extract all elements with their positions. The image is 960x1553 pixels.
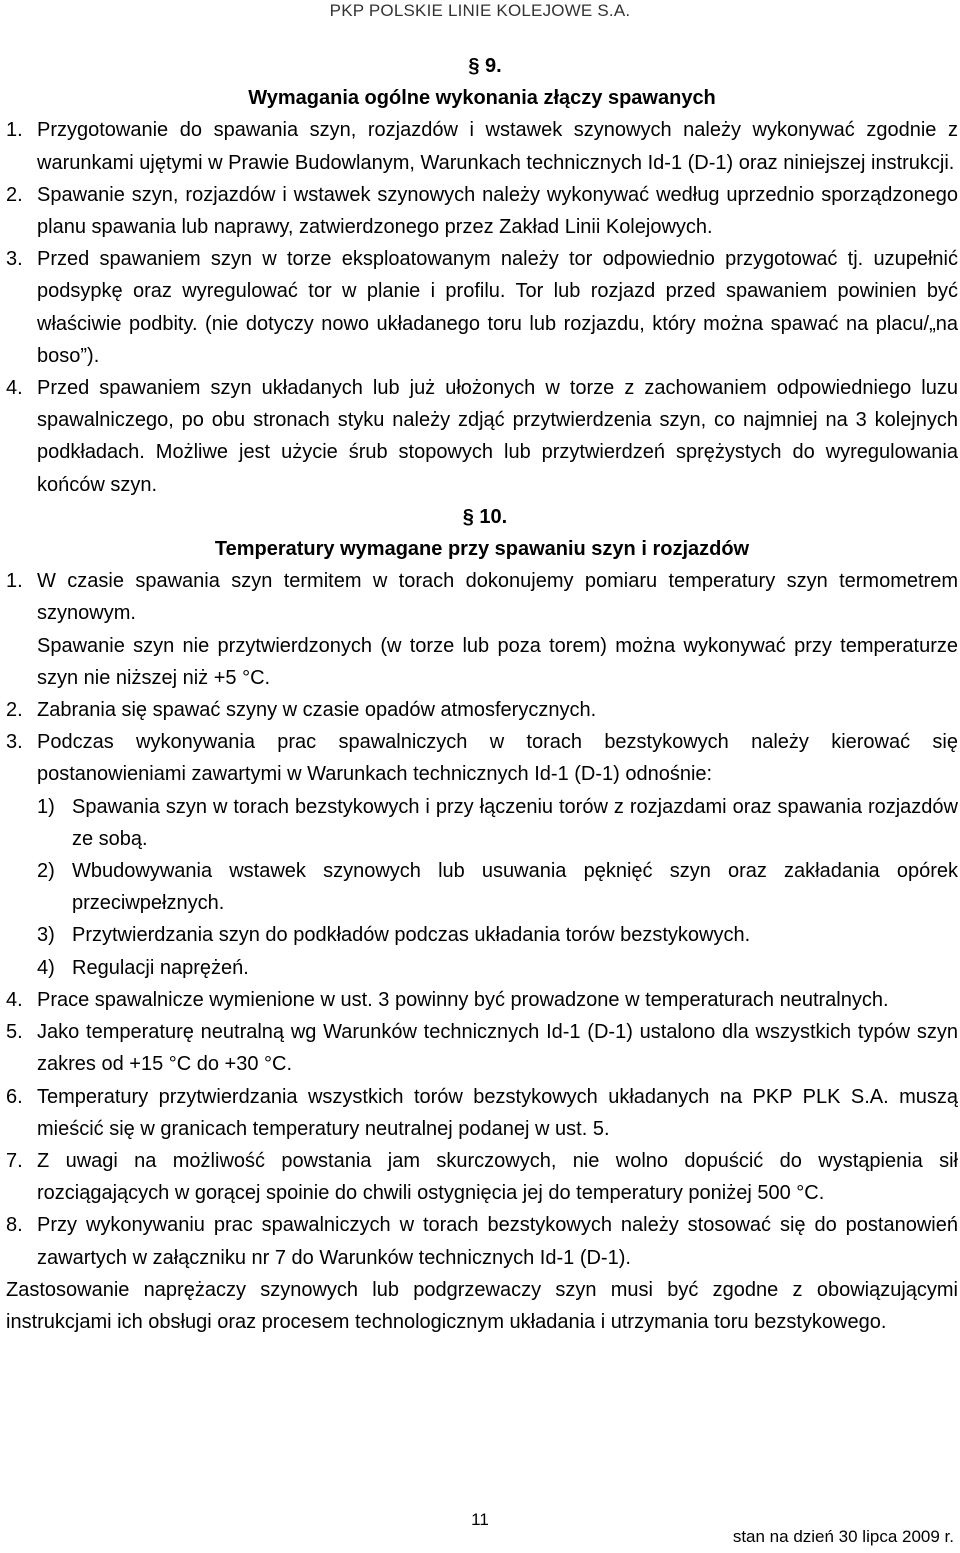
list-item xyxy=(6,726,958,790)
list-item xyxy=(6,1081,958,1145)
closing-paragraph: Zastosowanie naprężaczy szynowych lub podgrzewaczy szyn musi być zgodne z obowiązującymi instrukcjami ich obsługi oraz procesem technologicznym układania i utrzymania toru bezstykowego. xyxy=(6,1278,958,1333)
list-item xyxy=(6,372,958,501)
sub-list-item xyxy=(6,855,958,919)
subitem-text: Spawania szyn w torach bezstykowych i przy łączeniu torów z rozjazdami oraz spawania rozjazdów ze sobą. xyxy=(72,795,958,850)
section-10-title: Temperatury wymagane przy spawaniu szyn i rozjazdów xyxy=(214,538,750,561)
item-text: Przed spawaniem szyn układanych lub już ułożonych w torze z zachowaniem odpowiedniego luzu spawalniczego, po obu stronach styku należy zdjąć przytwierdzenia szyn, co najmniej na 3 kolejnych podkładach. Możliwe jest użycie śrub stopowych lub przytwierdzeń sprężystych do wyregulowania końców szyn. xyxy=(37,377,958,496)
page-header: PKP POLSKIE LINIE KOLEJOWE S.A. xyxy=(329,1,631,20)
item-number: 1. xyxy=(6,119,23,142)
item-number: 2. xyxy=(6,183,23,206)
subitem-number: 1) xyxy=(37,795,55,818)
item-text: Temperatury przytwierdzania wszystkich torów bezstykowych układanych na PKP PLK S.A. muszą mieścić się w granicach temperatury neutralnej podanej w ust. 5. xyxy=(37,1085,958,1140)
subitem-text: Wbudowywania wstawek szynowych lub usuwania pęknięć szyn oraz zakładania opórek przeciwpełznych. xyxy=(72,860,958,915)
item-text: Jako temperaturę neutralną wg Warunków technicznych Id-1 (D-1) ustalono dla wszystkich typów szyn zakres od +15 °C do +30 °C. xyxy=(37,1021,958,1076)
item-text: Przygotowanie do spawania szyn, rozjazdów i wstawek szynowych należy wykonywać zgodnie z warunkami ujętymi w Prawie Budowlanym, Warunkach technicznych Id-1 (D-1) oraz niniejszej instrukcji. xyxy=(37,119,958,174)
item-number: 5. xyxy=(6,1021,23,1044)
sub-list-item xyxy=(6,952,958,984)
item-text: W czasie spawania szyn termitem w torach dokonujemy pomiaru temperatury szyn termometrem szynowym. xyxy=(37,570,958,625)
item-number: 7. xyxy=(6,1149,23,1172)
list-item xyxy=(6,1209,958,1273)
item-number: 2. xyxy=(6,699,23,722)
item-text: Przed spawaniem szyn w torze eksploatowanym należy tor odpowiednio przygotować tj. uzupełnić podsypkę oraz wyregulować tor w planie i profilu. Tor lub rozjazd przed spawaniem powinien być właściwie podbity. (nie dotyczy nowo układanego toru lub rozjazdu, który można spawać na placu/„na boso”). xyxy=(37,248,958,367)
list-item xyxy=(6,179,958,243)
sub-list-item xyxy=(6,919,958,951)
item-text: Podczas wykonywania prac spawalniczych w torach bezstykowych należy kierować się postanowieniami zawartymi w Warunkach technicznych Id-1 (D-1) odnośnie: xyxy=(37,731,958,786)
list-item xyxy=(6,243,958,372)
item-number: 3. xyxy=(6,731,23,754)
section-9-number: § 9. xyxy=(468,55,502,77)
item-number: 4. xyxy=(6,377,23,400)
document-body xyxy=(6,50,958,1338)
footer-date: stan na dzień 30 lipca 2009 r. xyxy=(732,1527,954,1546)
item-text: Z uwagi na możliwość powstania jam skurczowych, nie wolno dopuścić do wystąpienia sił rozciągających w gorącej spoinie do chwili ostygnięcia jej do temperatury poniżej 500 °C. xyxy=(37,1149,958,1205)
item-text: Spawanie szyn nie przytwierdzonych (w torze lub poza torem) można wykonywać przy temperaturze szyn nie niższej niż +5 °C. xyxy=(37,634,958,689)
section-10-number: § 10. xyxy=(462,505,508,528)
list-item xyxy=(6,114,958,178)
item-text: Zabrania się spawać szyny w czasie opadów atmosferycznych. xyxy=(37,699,597,722)
list-item xyxy=(6,565,958,694)
subitem-number: 3) xyxy=(37,924,55,947)
item-text: Spawanie szyn, rozjazdów i wstawek szynowych należy wykonywać według uprzednio sporządzonego planu spawania lub naprawy, zatwierdzonego przez Zakład Linii Kolejowych. xyxy=(37,183,958,239)
list-item xyxy=(6,1016,958,1080)
sub-list-item xyxy=(6,791,958,855)
subitem-number: 4) xyxy=(37,956,55,979)
section-9-title: Wymagania ogólne wykonania złączy spawanych xyxy=(248,87,716,110)
item-number: 6. xyxy=(6,1085,23,1108)
item-number: 4. xyxy=(6,988,23,1011)
page-number: 11 xyxy=(471,1510,489,1529)
subitem-text: Przytwierdzania szyn do podkładów podczas układania torów bezstykowych. xyxy=(72,924,751,947)
list-item xyxy=(6,984,958,1016)
item-number: 3. xyxy=(6,248,23,271)
item-number: 8. xyxy=(6,1214,23,1237)
subitem-number: 2) xyxy=(37,860,55,883)
item-text: Przy wykonywaniu prac spawalniczych w torach bezstykowych należy stosować się do postanowień zawartych w załączniku nr 7 do Warunków technicznych Id-1 (D-1). xyxy=(37,1214,958,1269)
list-item xyxy=(6,694,958,726)
list-item xyxy=(6,1145,958,1209)
subitem-text: Regulacji naprężeń. xyxy=(72,956,249,979)
item-text: Prace spawalnicze wymienione w ust. 3 powinny być prowadzone w temperaturach neutralnych. xyxy=(37,988,889,1011)
item-number: 1. xyxy=(6,570,23,593)
